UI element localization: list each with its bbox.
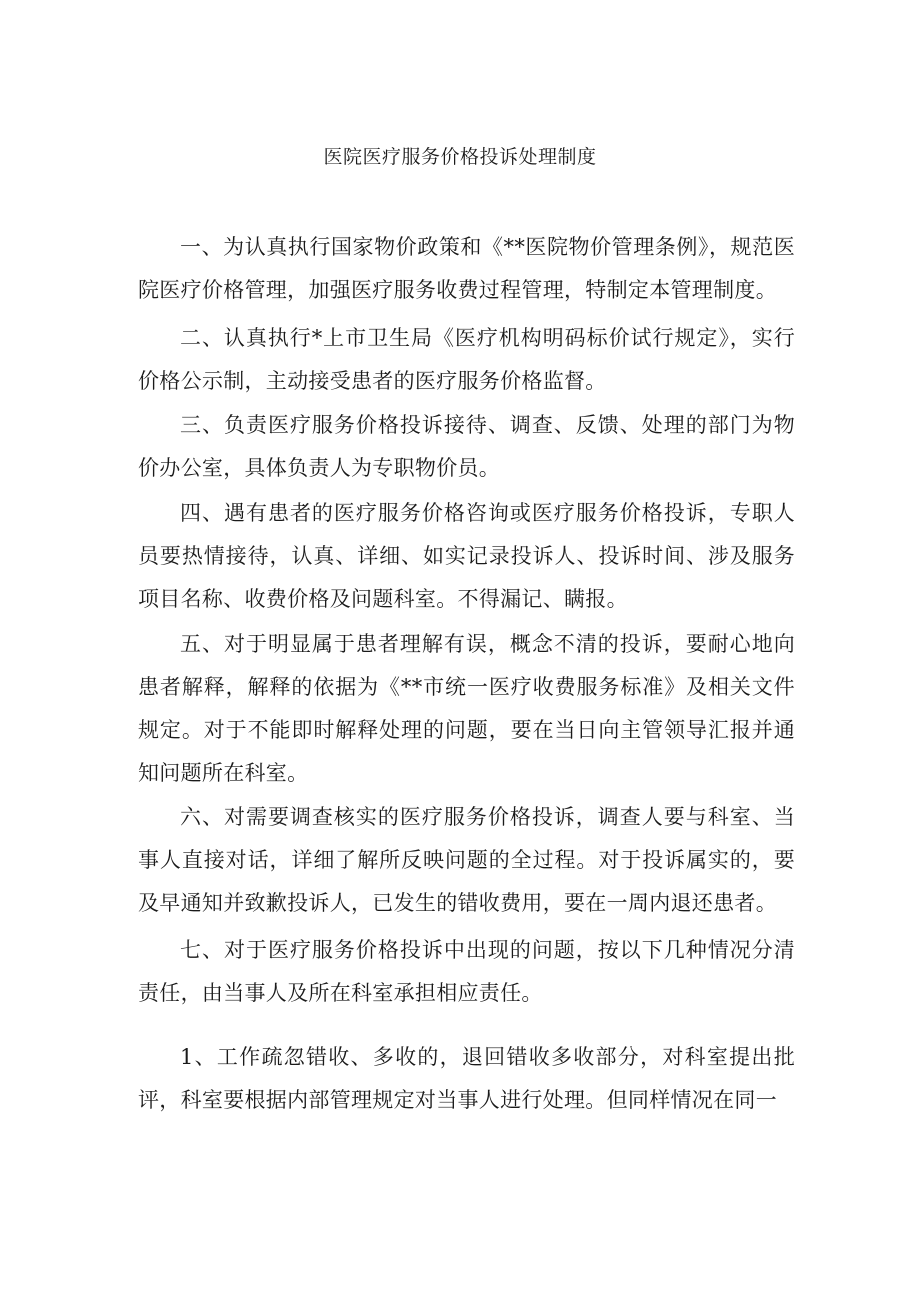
paragraph-7: 七、对于医疗服务价格投诉中出现的问题，按以下几种情况分清责任，由当事人及所在科室承担相应责任。 <box>138 938 795 1005</box>
paragraph-6: 六、对需要调查核实的医疗服务价格投诉，调查人要与科室、当事人直接对话，详细了解所反映问题的全过程。对于投诉属实的，要及早通知并致歉投诉人，已发生的错收费用，要在一周内退还患者。 <box>138 805 795 915</box>
paragraph-2: 二、认真执行*上市卫生局《医疗机构明码标价试行规定》，实行价格公示制，主动接受患者的医疗服务价格监督。 <box>138 326 795 393</box>
document-title: 医院医疗服务价格投诉处理制度 <box>323 146 597 168</box>
paragraph-5: 五、对于明显属于患者理解有误，概念不清的投诉，要耐心地向患者解释，解释的依据为《**市统一医疗收费服务标准》及相关文件规定。对于不能即时解释处理的问题，要在当日向主管领导汇报并通知问题所在科室。 <box>138 632 795 785</box>
paragraph-3: 三、负责医疗服务价格投诉接待、调查、反馈、处理的部门为物价办公室，具体负责人为专职物价员。 <box>138 413 795 480</box>
paragraph-8: 1、工作疏忽错收、多收的，退回错收多收部分，对科室提出批评，科室要根据内部管理规定对当事人进行处理。但同样情况在同一 <box>138 1045 795 1112</box>
paragraph-1: 一、为认真执行国家物价政策和《**医院物价管理条例》，规范医院医疗价格管理，加强医疗服务收费过程管理，特制定本管理制度。 <box>138 235 795 302</box>
paragraph-4: 四、遇有患者的医疗服务价格咨询或医疗服务价格投诉，专职人员要热情接待，认真、详细、如实记录投诉人、投诉时间、涉及服务项目名称、收费价格及问题科室。不得漏记、瞒报。 <box>138 501 795 611</box>
